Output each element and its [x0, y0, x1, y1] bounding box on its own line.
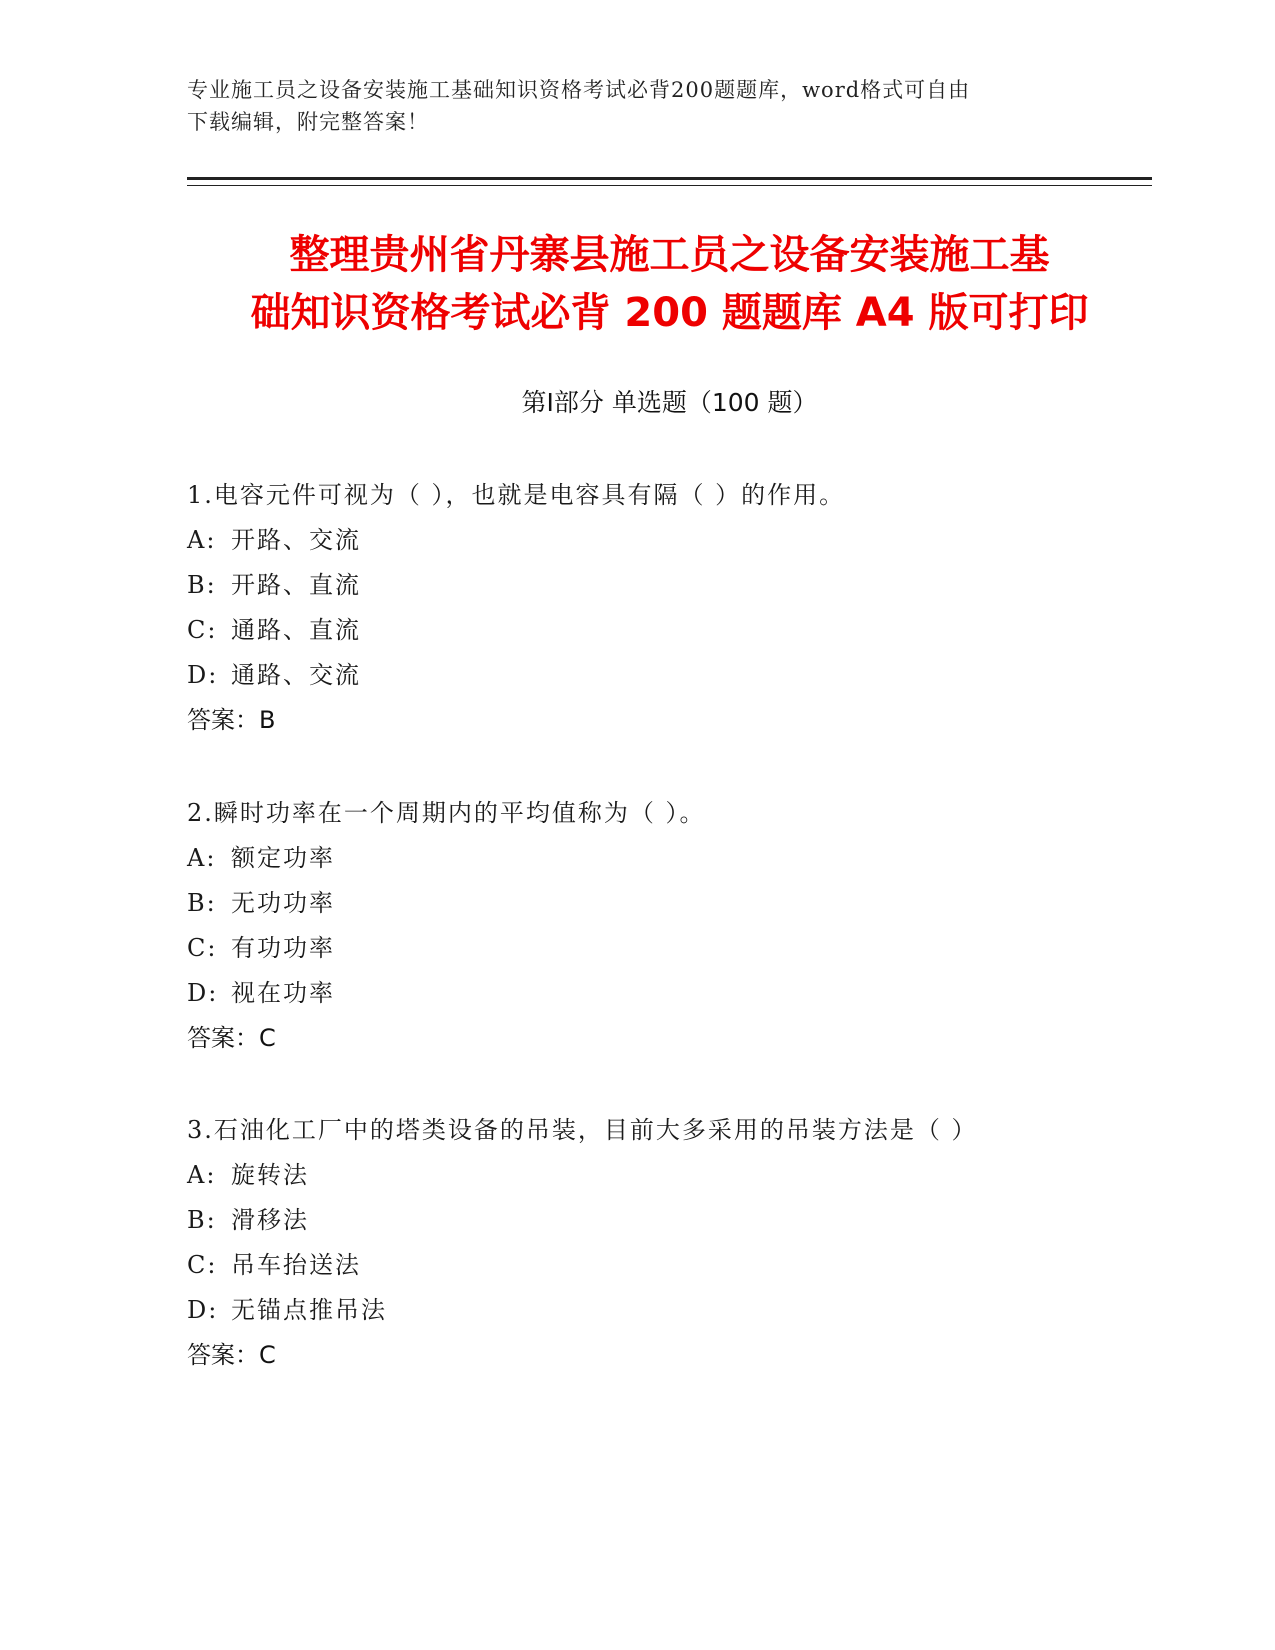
option-text: 滑移法	[231, 1206, 309, 1234]
option-a	[187, 1153, 1152, 1198]
option-text: 视在功率	[231, 979, 335, 1007]
question-stem: 3.石油化工厂中的塔类设备的吊装，目前大多采用的吊装方法是（ ）	[187, 1116, 978, 1144]
option-d	[187, 653, 1152, 698]
option-letter: C:	[187, 934, 218, 962]
option-letter: B:	[187, 571, 217, 599]
option-c	[187, 608, 1152, 653]
option-c	[187, 926, 1152, 971]
document-title	[187, 226, 1152, 342]
option-text: 旋转法	[231, 1161, 309, 1189]
option-d	[187, 971, 1152, 1016]
header-note-line-2: 下载编辑，附完整答案！	[187, 110, 429, 134]
document-title-line-2: 础知识资格考试必背 200 题题库 A4 版可打印	[250, 290, 1089, 336]
option-text: 额定功率	[231, 844, 335, 872]
header-note	[187, 74, 1067, 138]
question-stem: 2.瞬时功率在一个周期内的平均值称为（ ）。	[187, 799, 706, 827]
option-text: 开路、交流	[231, 526, 361, 554]
option-letter: C:	[187, 1251, 218, 1279]
option-text: 开路、直流	[231, 571, 361, 599]
option-text: 通路、交流	[231, 661, 361, 689]
header-divider-thin	[187, 185, 1152, 186]
option-letter: B:	[187, 1206, 217, 1234]
answer: 答案：B	[187, 706, 276, 734]
option-letter: B:	[187, 889, 217, 917]
header-note-line-1: 专业施工员之设备安装施工基础知识资格考试必背200题题库，word格式可自由	[187, 78, 971, 102]
option-letter: A:	[187, 526, 217, 554]
option-letter: D:	[187, 661, 219, 689]
question-1	[187, 473, 1152, 743]
option-a	[187, 836, 1152, 881]
option-b	[187, 881, 1152, 926]
question-3	[187, 1108, 1152, 1378]
question-2	[187, 791, 1152, 1061]
question-stem: 1.电容元件可视为（ ），也就是电容具有隔（ ）的作用。	[187, 481, 846, 509]
option-a	[187, 518, 1152, 563]
option-b	[187, 1198, 1152, 1243]
section-title: 第Ⅰ部分 单选题（100 题）	[521, 388, 818, 417]
option-letter: D:	[187, 1296, 219, 1324]
option-d	[187, 1288, 1152, 1333]
option-c	[187, 1243, 1152, 1288]
document-title-line-1: 整理贵州省丹寨县施工员之设备安装施工基	[289, 232, 1050, 278]
option-text: 无功功率	[231, 889, 335, 917]
answer: 答案：C	[187, 1024, 276, 1052]
answer: 答案：C	[187, 1341, 276, 1369]
option-letter: A:	[187, 1161, 217, 1189]
option-text: 吊车抬送法	[231, 1251, 361, 1279]
header-divider-thick	[187, 177, 1152, 180]
option-b	[187, 563, 1152, 608]
option-letter: D:	[187, 979, 219, 1007]
option-letter: C:	[187, 616, 218, 644]
option-text: 无锚点推吊法	[231, 1296, 387, 1324]
option-text: 通路、直流	[231, 616, 361, 644]
option-letter: A:	[187, 844, 217, 872]
option-text: 有功功率	[231, 934, 335, 962]
